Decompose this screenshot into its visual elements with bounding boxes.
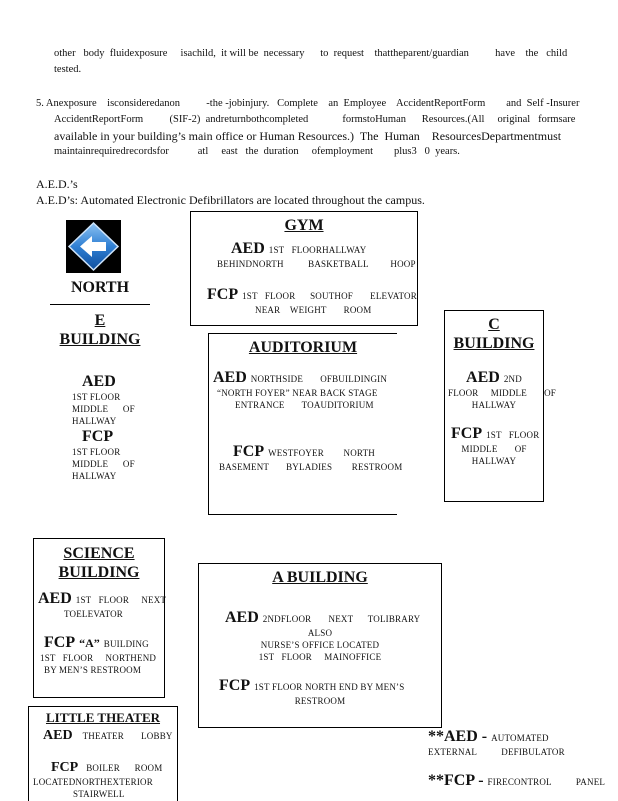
north-e-building-title [50, 278, 150, 297]
gym-box [190, 211, 418, 326]
legend-aed [428, 728, 613, 746]
para-line: other body fluidexposure isachild, it will be necessary to request thattheparent/guardian have the child [54, 48, 568, 59]
location-line: 1ST FLOOR MAINOFFICE [258, 652, 382, 662]
para-line: available in your building’s main office or Human Resources.) The Human ResourcesDepartmentmust [54, 129, 562, 143]
legend-text: FIRECONTROL PANEL [487, 777, 606, 787]
location-line: ALSO [307, 628, 333, 638]
science-fcp [44, 634, 164, 652]
location-line: NURSE’S OFFICE LOCATED [260, 640, 380, 650]
aed-label: AED [466, 369, 500, 386]
legend-text: AUTOMATED [491, 733, 549, 743]
little-theater-title: LITTLE THEATER [45, 710, 161, 725]
location-line: HALLWAY [471, 400, 517, 410]
title-line: BUILDING [58, 564, 140, 581]
little-theater-aed [43, 726, 177, 744]
location-line: WESTFOYER NORTH [268, 448, 375, 458]
para-line: tested. [54, 64, 82, 75]
aed-heading-title: A.E.D.’s [36, 177, 78, 191]
location-line: HALLWAY [72, 416, 117, 426]
location-line: BUILDING [103, 639, 149, 649]
location-line: 1ST FLOOR [72, 392, 121, 402]
legend-fcp-label: **FCP - [428, 772, 484, 789]
aed-label: AED [225, 609, 259, 626]
location-line: 1ST FLOORHALLWAY [268, 245, 367, 255]
location-line: 2ND [503, 374, 522, 384]
location-line: NORTHSIDE OFBUILDINGIN [250, 374, 388, 384]
science-building-box [33, 538, 165, 698]
a-building-title: A BUILDING [272, 569, 368, 586]
title-line: NORTH [70, 279, 130, 296]
title-line: SCIENCE [63, 545, 135, 562]
title-line: C [488, 316, 500, 333]
location-line: TOELEVATOR [64, 609, 124, 619]
fcp-quote: “A” [79, 636, 100, 650]
north-e-fcp [72, 428, 152, 482]
science-aed [38, 590, 167, 608]
gym-fcp [207, 286, 417, 304]
aed-label: AED [43, 728, 73, 743]
location-line: BY MEN’S RESTROOM [44, 665, 142, 675]
paragraph-continuation [54, 46, 567, 78]
fcp-label: FCP [219, 677, 251, 694]
gym-title: GYM [284, 217, 324, 234]
fcp-label: FCP [82, 428, 114, 445]
location-line: NEAR WEIGHT ROOM [255, 305, 372, 315]
auditorium-title: AUDITORIUM [248, 339, 358, 356]
location-line: “NORTH FOYER” NEAR BACK STAGE [217, 388, 378, 398]
location-line: RESTROOM [294, 696, 346, 706]
aed-label: AED [38, 590, 72, 607]
location-line: 2NDFLOOR NEXT TOLIBRARY [262, 614, 421, 624]
north-e-aed [72, 373, 152, 427]
legend-text: EXTERNAL DEFIBULATOR [428, 747, 565, 757]
auditorium-aed [213, 369, 397, 387]
fcp-label: FCP [44, 634, 76, 651]
location-line: THEATER LOBBY [82, 731, 173, 741]
back-arrow-icon[interactable] [66, 220, 121, 273]
location-line: MIDDLE OF [461, 444, 527, 454]
c-building-box [444, 310, 557, 502]
location-line: MIDDLE OF [72, 459, 135, 469]
para-line: 5. Anexposure isconsideredanon -the -jobinjury. Complete an Employee AccidentReportForm and Self -Insurer [36, 98, 580, 109]
auditorium-box [208, 333, 403, 515]
divider [50, 304, 150, 305]
aed-label: AED [231, 240, 265, 257]
a-building-box [198, 563, 442, 728]
para-line: AccidentReportForm (SIF-2) andreturnbothcompleted formstoHuman Resources.(All original formsare [54, 114, 576, 125]
gym-aed [231, 240, 417, 258]
fcp-label: FCP [451, 425, 483, 442]
legend [428, 728, 613, 790]
location-line: 1ST FLOOR NORTHEND [40, 653, 157, 663]
location-line: BASEMENT BYLADIES RESTROOM [219, 462, 403, 472]
location-line: 1ST FLOOR NORTH END BY MEN’S [254, 682, 405, 692]
location-line: FLOOR MIDDLE OF [448, 388, 557, 398]
fcp-label: FCP [51, 760, 79, 775]
para-line: maintainrequiredrecordsfor atl east the duration ofemployment plus3 0 years. [54, 146, 460, 157]
location-line: BOILER ROOM [86, 763, 163, 773]
legend-aed-label: **AED - [428, 728, 488, 745]
auditorium-fcp [233, 443, 397, 461]
location-line: STAIRWELL [73, 789, 125, 799]
aed-heading-desc: A.E.D’s: Automated Electronic Defibrillators are located throughout the campus. [36, 193, 425, 207]
a-building-fcp [219, 677, 441, 695]
paragraph-5 [36, 96, 596, 160]
a-building-aed [225, 609, 441, 627]
c-building-fcp [451, 425, 543, 443]
location-line: MIDDLE OF [72, 404, 135, 414]
aed-label: AED [213, 369, 247, 386]
little-theater-box [28, 706, 178, 801]
aed-heading [36, 176, 425, 208]
location-line: HALLWAY [471, 456, 517, 466]
fcp-label: FCP [207, 286, 239, 303]
location-line: LOCATEDNORTHEXTERIOR [33, 777, 153, 787]
location-line: ENTRANCE TOAUDITORIUM [235, 400, 374, 410]
aed-label: AED [82, 373, 116, 390]
c-building-aed [445, 369, 543, 387]
little-theater-fcp [51, 758, 177, 776]
location-line: 1ST FLOOR NEXT [75, 595, 167, 605]
location-line: 1ST FLOOR [72, 447, 121, 457]
north-e-building-subtitle [50, 311, 150, 349]
title-line: BUILDING [453, 335, 535, 352]
fcp-label: FCP [233, 443, 265, 460]
location-line: 1ST FLOOR [486, 430, 540, 440]
title-line: BUILDING [59, 331, 141, 348]
location-line: HALLWAY [72, 471, 117, 481]
title-line: E [94, 312, 106, 329]
location-line: BEHINDNORTH BASKETBALL HOOP [217, 259, 416, 269]
location-line: 1ST FLOOR SOUTHOF ELEVATOR [242, 291, 417, 301]
legend-fcp [428, 772, 613, 790]
